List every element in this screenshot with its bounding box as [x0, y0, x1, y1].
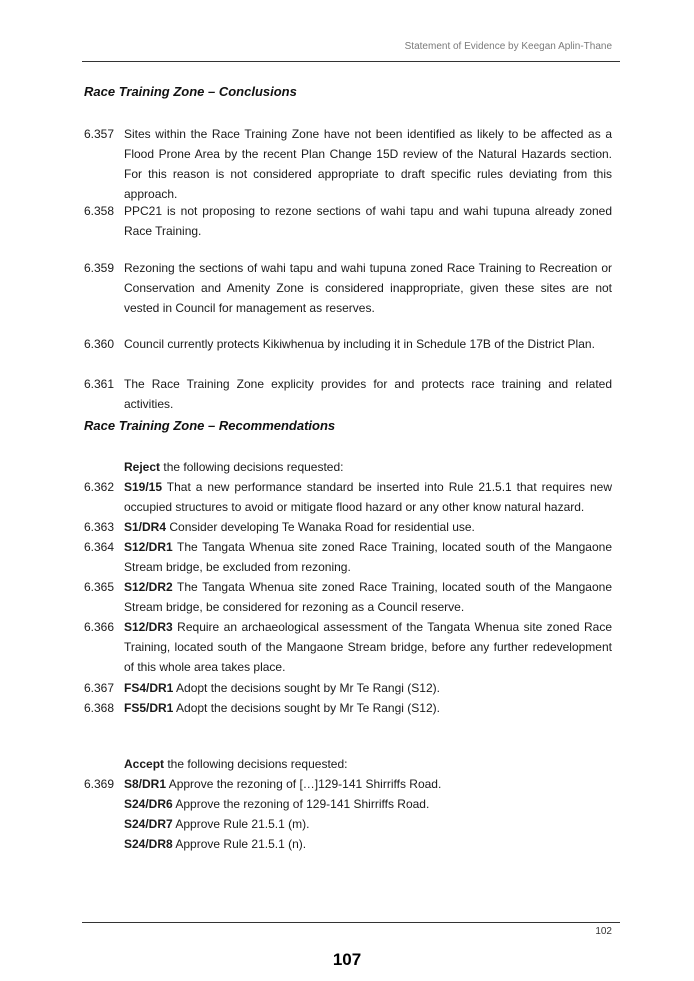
paragraph-text	[124, 617, 612, 677]
paragraph-6-358	[84, 201, 612, 241]
footer-rule	[82, 922, 620, 923]
submission-text: Consider developing Te Wanaka Road for residential use.	[166, 520, 475, 534]
paragraph-text: Rezoning the sections of wahi tapu and wahi tupuna zoned Race Training to Recreation or Conservation and Amenity Zone is considered inappropriate, given these sites are not vested in Council for management as reserves.	[124, 261, 612, 315]
submission-text: Require an archaeological assessment of the Tangata Whenua site zoned Race Training, located south of the Mangaone Stream bridge, before any further redevelopment of this whole area takes place.	[124, 620, 612, 674]
paragraph-6-360	[84, 334, 612, 354]
paragraph-number: 6.361	[84, 377, 115, 391]
submission-text: The Tangata Whenua site zoned Race Training, located south of the Mangaone Stream bridge, be considered for rezoning as a Council reserve.	[124, 580, 612, 614]
header-text: Statement of Evidence by Keegan Aplin-Thane	[404, 41, 612, 52]
paragraph-text: The Race Training Zone explicity provides for and protects race training and related activities.	[124, 377, 612, 411]
paragraph-number: 6.362	[84, 480, 115, 494]
paragraph-text	[124, 774, 612, 794]
paragraph-6-369	[84, 774, 612, 794]
submission-code: FS4/DR1	[124, 681, 174, 695]
paragraph-6-357	[84, 124, 612, 204]
paragraph-number: 6.364	[84, 540, 115, 554]
submission-code: S19/15	[124, 480, 163, 494]
paragraph-text	[124, 477, 612, 517]
paragraph-text	[124, 678, 612, 698]
submission-code: S1/DR4	[124, 520, 167, 534]
submission-text: That a new performance standard be inserted into Rule 21.5.1 that requires new occupied structures to avoid or mitigate flood hazard or any other know natural hazard.	[124, 480, 612, 514]
submission-code: S24/DR6	[124, 797, 173, 811]
paragraph-number: 6.357	[84, 127, 115, 141]
paragraph-number: 6.365	[84, 580, 115, 594]
submission-text: Approve the rezoning of 129-141 Shirriffs Road.	[172, 797, 430, 811]
submission-code: FS5/DR1	[124, 701, 174, 715]
paragraph-number: 6.366	[84, 620, 115, 634]
section-heading-conclusions: Race Training Zone – Conclusions	[84, 84, 297, 99]
paragraph-text	[124, 794, 612, 814]
paragraph-6-366	[84, 617, 612, 677]
paragraph-text: Sites within the Race Training Zone have not been identified as likely to be affected as a Flood Prone Area by the recent Plan Change 15D review of the Natural Hazards section. For this reason is not considered appropriate to draft specific rules deviating from this approach.	[124, 127, 612, 201]
footer-page-number: 102	[595, 926, 612, 937]
paragraph-text: Council currently protects Kikiwhenua by including it in Schedule 17B of the District Plan.	[124, 337, 595, 351]
submission-text: Approve Rule 21.5.1 (m).	[172, 817, 310, 831]
reject-intro	[124, 457, 343, 477]
paragraph-6-367	[84, 678, 612, 698]
header-rule	[82, 61, 620, 62]
submission-code: S8/DR1	[124, 777, 167, 791]
submission-text: Adopt the decisions sought by Mr Te Rangi (S12).	[173, 701, 440, 715]
paragraph-text	[124, 577, 612, 617]
paragraph-6-362	[84, 477, 612, 517]
reject-intro-text: the following decisions requested:	[160, 460, 344, 474]
paragraph-number: 6.363	[84, 520, 115, 534]
submission-code: S24/DR7	[124, 817, 173, 831]
paragraph-number: 6.359	[84, 261, 115, 275]
paragraph-text	[124, 698, 612, 718]
submission-code: S12/DR3	[124, 620, 173, 634]
paragraph-text: PPC21 is not proposing to rezone sections of wahi tapu and wahi tupuna already zoned Race Training.	[124, 204, 612, 238]
submission-text: The Tangata Whenua site zoned Race Training, located south of the Mangaone Stream bridge, be excluded from rezoning.	[124, 540, 612, 574]
reject-label: Reject	[124, 460, 161, 474]
paragraph-text	[124, 517, 612, 537]
accept-intro	[124, 754, 347, 774]
section-heading-recommendations: Race Training Zone – Recommendations	[84, 418, 336, 433]
paragraph-6-361	[84, 374, 612, 414]
submission-text: Approve the rezoning of […]129-141 Shirriffs Road.	[166, 777, 442, 791]
paragraph-6-365	[84, 577, 612, 617]
submission-code: S12/DR1	[124, 540, 173, 554]
paragraph-6-359	[84, 258, 612, 318]
paragraph-number: 6.369	[84, 777, 115, 791]
accept-item-s24-dr8	[84, 834, 612, 854]
accept-label: Accept	[124, 757, 165, 771]
submission-code: S12/DR2	[124, 580, 173, 594]
paragraph-number: 6.367	[84, 681, 115, 695]
accept-item-s24-dr7	[84, 814, 612, 834]
submission-code: S24/DR8	[124, 837, 173, 851]
paragraph-6-364	[84, 537, 612, 577]
accept-intro-text: the following decisions requested:	[164, 757, 348, 771]
paragraph-text	[124, 834, 612, 854]
paragraph-number: 6.358	[84, 204, 115, 218]
paragraph-text	[124, 537, 612, 577]
document-page-number: 107	[332, 950, 362, 969]
paragraph-6-363	[84, 517, 612, 537]
paragraph-number: 6.368	[84, 701, 115, 715]
paragraph-number: 6.360	[84, 337, 115, 351]
accept-item-s24-dr6	[84, 794, 612, 814]
paragraph-6-368	[84, 698, 612, 718]
paragraph-text	[124, 814, 612, 834]
submission-text: Adopt the decisions sought by Mr Te Rangi (S12).	[173, 681, 440, 695]
submission-text: Approve Rule 21.5.1 (n).	[172, 837, 307, 851]
